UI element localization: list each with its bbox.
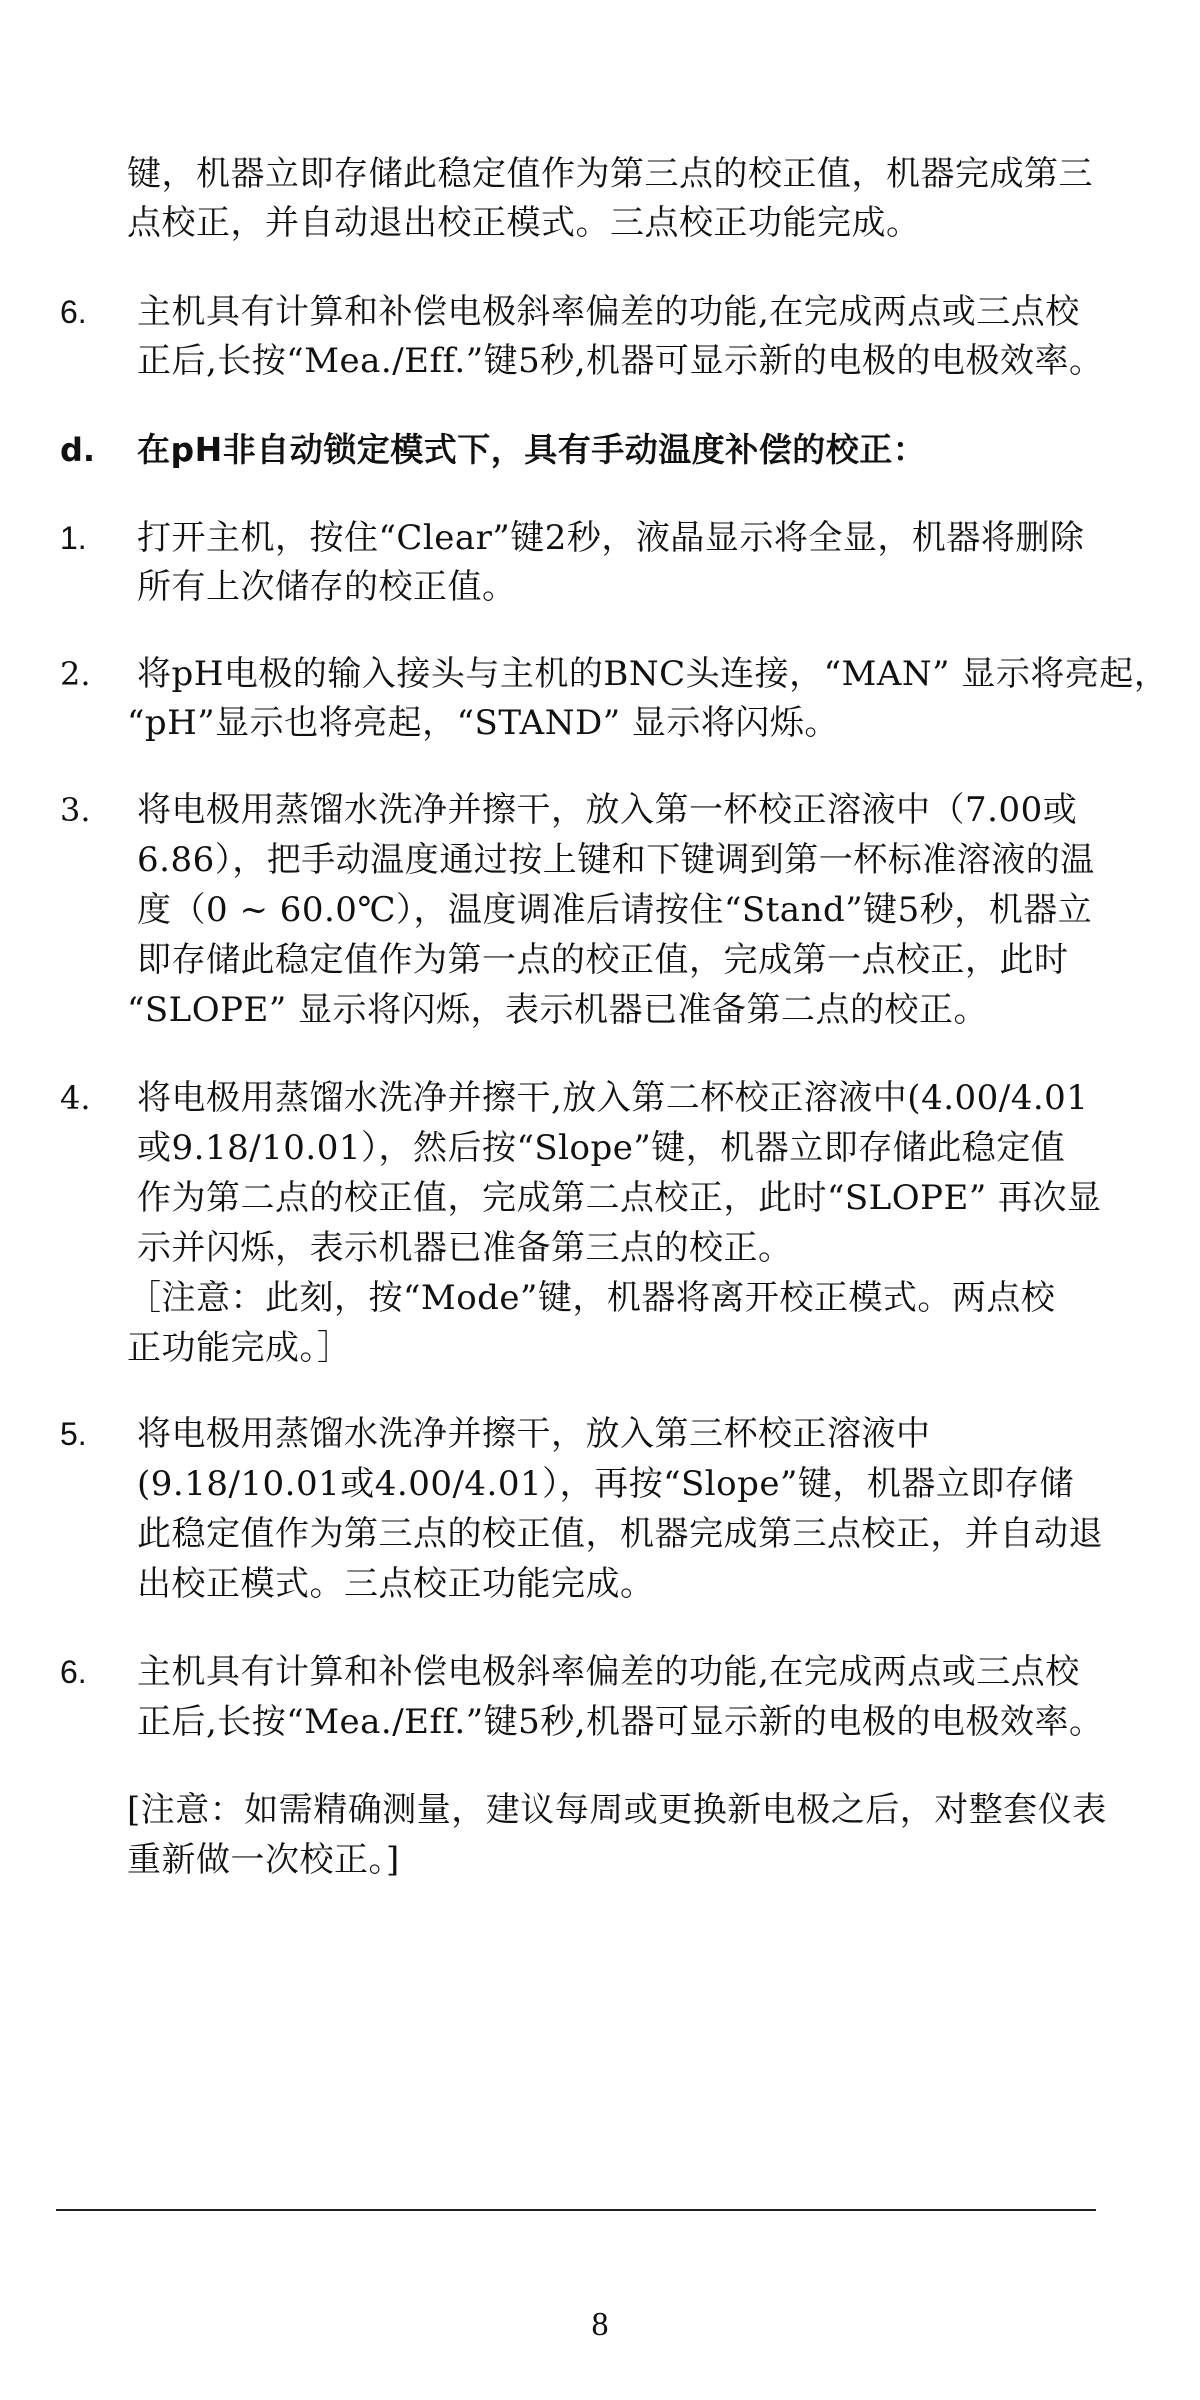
step-note-line: 正功能完成。］ (127, 1328, 352, 1368)
final-note-line: [注意：如需精确测量，建议每周或更换新电极之后，对整套仪表 (127, 1790, 1107, 1830)
step-text-line: 度（0 ~ 60.0℃），温度调准后请按住“Stand”键5秒，机器立 (137, 890, 1093, 930)
step-text-line: 示并闪烁，表示机器已准备第三点的校正。 (137, 1228, 793, 1268)
step-number: 4. (60, 1079, 91, 1117)
step-text-line: “pH”显示也将亮起，“STAND” 显示将闪烁。 (127, 703, 839, 743)
step-text-line: 6.86），把手动温度通过按上键和下键调到第一杯标准溶液的温 (137, 840, 1095, 880)
step-number: 5. (60, 1416, 87, 1452)
step-text-line: 出校正模式。三点校正功能完成。 (137, 1564, 655, 1604)
final-note-line: 重新做一次校正。] (127, 1840, 400, 1880)
step-text-line: 即存储此稳定值作为第一点的校正值，完成第一点校正，此时 (137, 940, 1069, 980)
section-label: d. (60, 431, 96, 469)
section-title: 在pH非自动锁定模式下，具有手动温度补偿的校正： (137, 430, 927, 469)
page-number: 8 (591, 2306, 609, 2343)
step-text-line: 作为第二点的校正值，完成第二点校正，此时“SLOPE” 再次显 (137, 1178, 1102, 1218)
continuation-line-1: 键，机器立即存储此稳定值作为第三点的校正值，机器完成第三 (127, 154, 1093, 194)
item-number: 6. (60, 294, 87, 330)
step-number: 3. (60, 791, 91, 829)
step-text-line: 所有上次储存的校正值。 (137, 567, 517, 607)
step-text-line: 此稳定值作为第三点的校正值，机器完成第三点校正，并自动退 (137, 1514, 1103, 1554)
step-number: 1. (60, 520, 87, 556)
step-text-line: 将电极用蒸馏水洗净并擦干，放入第一杯校正溶液中（7.00或 (137, 790, 1078, 830)
continuation-line-2: 点校正，并自动退出校正模式。三点校正功能完成。 (127, 203, 921, 243)
footer-rule (56, 2209, 1096, 2211)
step-text-line: 主机具有计算和补偿电极斜率偏差的功能,在完成两点或三点校 (137, 1652, 1080, 1692)
item-text-line: 正后,长按“Mea./Eff.”键5秒,机器可显示新的电极的电极效率。 (137, 341, 1104, 381)
step-number: 6. (60, 1654, 87, 1690)
step-text-line: 将电极用蒸馏水洗净并擦干，放入第三杯校正溶液中 (137, 1414, 931, 1454)
step-text-line: (9.18/10.01或4.00/4.01），再按“Slope”键，机器立即存储 (137, 1464, 1074, 1504)
step-text-line: 正后,长按“Mea./Eff.”键5秒,机器可显示新的电极的电极效率。 (137, 1702, 1104, 1742)
step-note-line: ［注意：此刻，按“Mode”键，机器将离开校正模式。两点校 (127, 1278, 1056, 1318)
step-text-line: “SLOPE” 显示将闪烁，表示机器已准备第二点的校正。 (127, 990, 989, 1030)
step-text-line: 将电极用蒸馏水洗净并擦干,放入第二杯校正溶液中(4.00/4.01 (137, 1078, 1089, 1118)
step-text-line: 打开主机，按住“Clear”键2秒，液晶显示将全显，机器将删除 (137, 518, 1085, 558)
item-text-line: 主机具有计算和补偿电极斜率偏差的功能,在完成两点或三点校 (137, 292, 1080, 332)
step-text-line: 或9.18/10.01），然后按“Slope”键，机器立即存储此稳定值 (137, 1128, 1066, 1168)
step-text-line: 将pH电极的输入接头与主机的BNC头连接，“MAN” 显示将亮起， (137, 654, 1169, 694)
step-number: 2. (60, 655, 91, 693)
